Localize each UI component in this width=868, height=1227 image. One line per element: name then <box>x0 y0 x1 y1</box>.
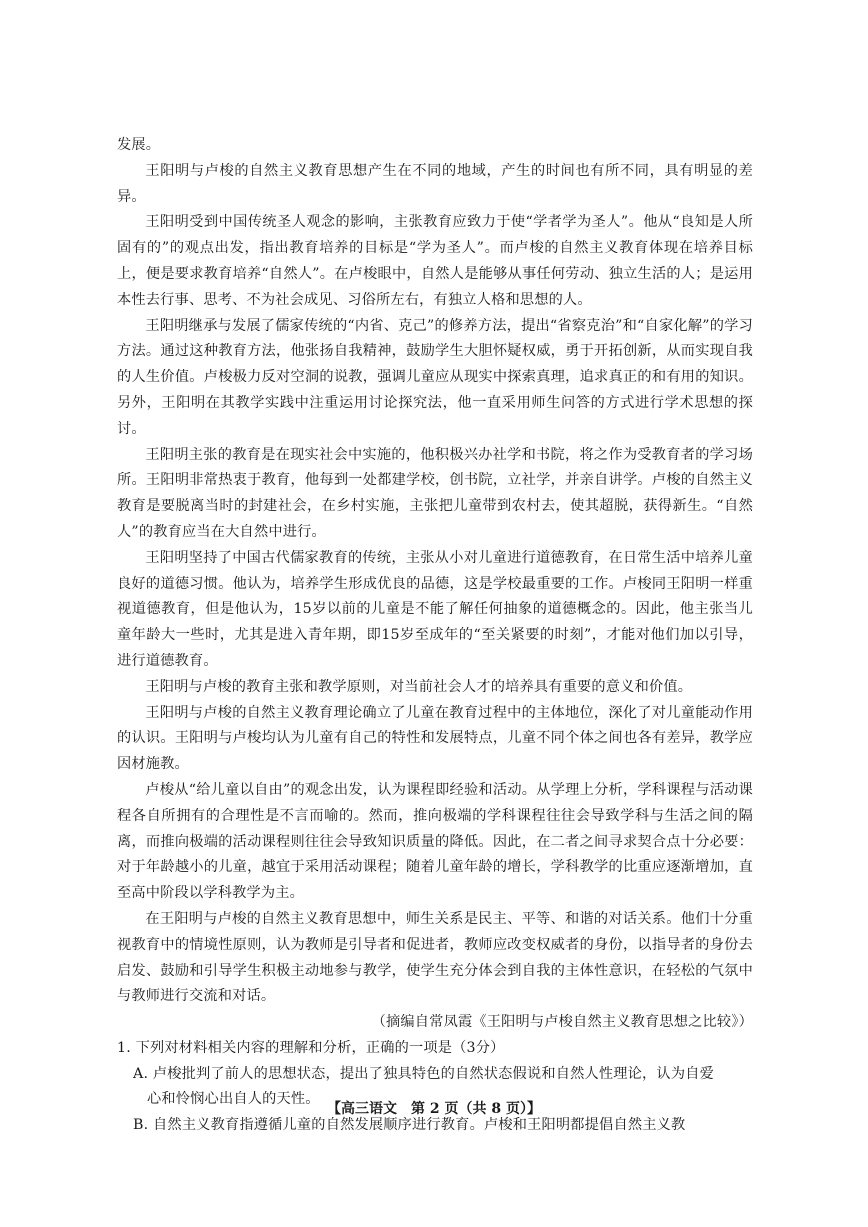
paragraph-7: 王阳明与卢梭的自然主义教育理论确立了儿童在教育过程中的主体地位，深化了对儿童能动作用的认识。王阳明与卢梭均认为儿童有自己的特性和发展特点，儿童不同个体之间也各有差异，教学应因材施教。 <box>117 704 753 773</box>
option-a-line1: A. 卢梭批判了前人的思想状态，提出了独具特色的自然状态假说和自然人性理论，认为自爱 <box>133 1065 714 1082</box>
paragraph-3: 王阳明继承与发展了儒家传统的“内省、克己”的修养方法，提出“省察克治”和“自家化解”的学习方法。通过这种教育方法，他张扬自我精神，鼓励学生大胆怀疑权威，勇于开拓创新，从而实现自我的人生价值。卢梭极力反对空洞的说教，强调儿童应从现实中探索真理，追求真正的和有用的知识。另外，王阳明在其教学实践中注重运用讨论探究法，他一直采用师生问答的方式进行学术思想的探讨。 <box>117 317 753 437</box>
paragraph-5: 王阳明坚持了中国古代儒家教育的传统，主张从小对儿童进行道德教育，在日常生活中培养儿童良好的道德习惯。他认为，培养学生形成优良的品德，这是学校最重要的工作。卢梭同王阳明一样重视道德教育，但是他认为，15岁以前的儿童是不能了解任何抽象的道德概念的。因此，他主张当儿童年龄大一些时，尤其是进入青年期，即15岁至成年的“至关紧要的时刻”，才能对他们加以引导，进行道德教育。 <box>117 549 753 669</box>
paragraph-1: 王阳明与卢梭的自然主义教育思想产生在不同的地域，产生的时间也有所不同，具有明显的差异。 <box>117 162 753 205</box>
question-stem: 1. 下列对材料相关内容的理解和分析，正确的一项是（3分） <box>117 1039 505 1056</box>
article-source: （摘编自常凤霞《王阳明与卢梭自然主义教育思想之比较》） <box>371 1014 753 1031</box>
article-body <box>117 133 753 1139</box>
paragraph-2: 王阳明受到中国传统圣人观念的影响，主张教育应致力于使“学者学为圣人”。他从“良知是人所固有的”的观点出发，指出教育培养的目标是“学为圣人”。而卢梭的自然主义教育体现在培养目标上，便是要求教育培养“自然人”。在卢梭眼中，自然人是能够从事任何劳动、独立生活的人；是运用本性去行事、思考、不为社会成见、习俗所左右，有独立人格和思想的人。 <box>117 214 753 308</box>
option-b-line1: B. 自然主义教育指遵循儿童的自然发展顺序进行教育。卢梭和王阳明都提倡自然主义教 <box>133 1117 686 1134</box>
option-a-line2: 心和怜悯心出自人的天性。 <box>147 1091 320 1108</box>
page-footer: 【高三语文 第 2 页（共 8 页）】 <box>327 1101 541 1117</box>
paragraph-4: 王阳明主张的教育是在现实社会中实施的，他积极兴办社学和书院，将之作为受教育者的学习场所。王阳明非常热衷于教育，他每到一处都建学校，创书院，立社学，并亲自讲学。卢梭的自然主义教育是要脱离当时的封建社会，在乡村实施，主张把儿童带到农村去，使其超脱，获得新生。“自然人”的教育应当在大自然中进行。 <box>117 446 753 540</box>
paragraph-6: 王阳明与卢梭的教育主张和教学原则，对当前社会人才的培养具有重要的意义和价值。 <box>145 678 693 695</box>
paragraph-8: 卢梭从“给儿童以自由”的观念出发，认为课程即经验和活动。从学理上分析，学科课程与活动课程各自所拥有的合理性是不言而喻的。然而，推向极端的学科课程往往会导致学科与生活之间的隔离，而推向极端的活动课程则往往会导致知识质量的降低。因此，在二者之间寻求契合点十分必要：对于年龄越小的儿童，越宜于采用活动课程；随着儿童年龄的增长，学科教学的比重应逐渐增加，直至高中阶段以学科教学为主。 <box>117 781 753 902</box>
paragraph-9: 在王阳明与卢梭的自然主义教育思想中，师生关系是民主、平等、和谐的对话关系。他们十分重视教育中的情境性原则，认为教师是引导者和促进者，教师应改变权威者的身份，以指导者的身份去启发、鼓励和引导学生积极主动地参与教学，使学生充分体会到自我的主体性意识，在轻松的气氛中与教师进行交流和对话。 <box>117 910 753 1005</box>
paragraph-0: 发展。 <box>117 137 161 153</box>
